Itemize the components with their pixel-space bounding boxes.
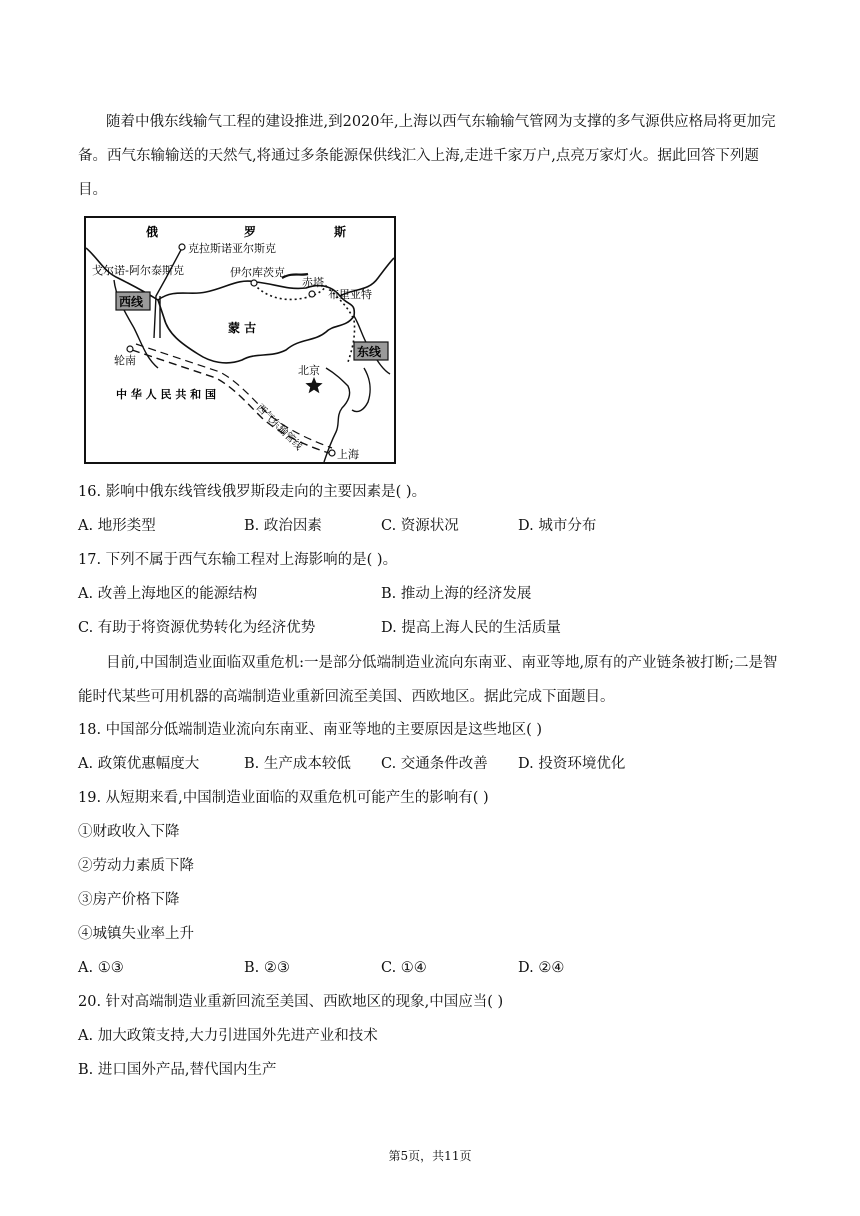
- krasnoyarsk-marker: [179, 244, 185, 250]
- q19-stem: 19. 从短期来看,中国制造业面临的双重危机可能产生的影响有( ): [78, 790, 489, 806]
- q20-stem: 20. 针对高端制造业重新回流至美国、西欧地区的现象,中国应当( ): [78, 994, 504, 1010]
- label-west-line: 西线: [119, 295, 144, 309]
- q19-item-2: ②劳动力素质下降: [78, 858, 194, 874]
- chita-marker: [309, 291, 315, 297]
- q19-item-4: ④城镇失业率上升: [78, 926, 194, 942]
- label-buryat: 布里亚特: [328, 288, 372, 301]
- label-mongolia: 蒙 古: [228, 321, 257, 335]
- q19-item-1: ①财政收入下降: [78, 824, 180, 840]
- q17-option-b[interactable]: B. 推动上海的经济发展: [381, 586, 532, 602]
- q16-option-c[interactable]: C. 资源状况: [381, 518, 459, 534]
- irkutsk-marker: [251, 280, 257, 286]
- intro-passage-1: 随着中俄东线输气工程的建设推进,到2020年,上海以西气东输输气管网为支撑的多气源供应格局将更加完备。西气东输输送的天然气,将通过多条能源保供线汇入上海,走进千家万户,点亮万家灯火。据此回答下列题目。: [78, 114, 776, 198]
- label-pipeline: 西气东输管线: [253, 402, 305, 453]
- q20-option-a[interactable]: A. 加大政策支持,大力引进国外先进产业和技术: [78, 1028, 378, 1044]
- label-luntai: 轮南: [114, 354, 136, 367]
- label-beijing: 北京: [298, 364, 320, 377]
- label-russia-2: 罗: [244, 225, 257, 239]
- korea: [352, 368, 370, 412]
- q20-option-b[interactable]: B. 进口国外产品,替代国内生产: [78, 1062, 277, 1078]
- label-russia-1: 俄: [146, 225, 159, 239]
- label-east-line: 东线: [357, 345, 382, 359]
- q18-option-c[interactable]: C. 交通条件改善: [381, 756, 488, 772]
- q19-option-b[interactable]: B. ②③: [244, 960, 290, 976]
- q16-option-a[interactable]: A. 地形类型: [78, 518, 156, 534]
- q18-option-b[interactable]: B. 生产成本较低: [244, 756, 351, 772]
- q18-option-d[interactable]: D. 投资环境优化: [518, 756, 626, 772]
- q16-stem: 16. 影响中俄东线管线俄罗斯段走向的主要因素是( )。: [78, 484, 427, 500]
- map-drawing: [86, 218, 394, 462]
- page-footer: 第5页，共11页: [388, 1149, 472, 1163]
- q17-option-a[interactable]: A. 改善上海地区的能源结构: [78, 586, 258, 602]
- q18-stem: 18. 中国部分低端制造业流向东南亚、南亚等地的主要原因是这些地区( ): [78, 722, 543, 738]
- q19-option-d[interactable]: D. ②④: [518, 960, 565, 976]
- label-gorno: 戈尔诺-阿尔泰斯克: [92, 264, 184, 277]
- label-irkutsk: 伊尔库茨克: [230, 266, 285, 279]
- label-russia-3: 斯: [334, 225, 347, 239]
- pipeline-map: [84, 216, 396, 464]
- label-china: 中 华 人 民 共 和 国: [116, 388, 216, 401]
- q19-option-a[interactable]: A. ①③: [78, 960, 124, 976]
- intro-passage-2: 目前,中国制造业面临双重危机:一是部分低端制造业流向东南亚、南亚等地,原有的产业链条被打断;二是智能时代某些可用机器的高端制造业重新回流至美国、西欧地区。据此完成下面题目。: [78, 655, 778, 705]
- beijing-star-icon: [305, 377, 322, 393]
- q17-stem: 17. 下列不属于西气东输工程对上海影响的是( )。: [78, 552, 398, 568]
- q17-option-c[interactable]: C. 有助于将资源优势转化为经济优势: [78, 620, 316, 636]
- luntai-marker: [127, 346, 133, 352]
- q18-option-a[interactable]: A. 政策优惠幅度大: [78, 756, 200, 772]
- q16-option-b[interactable]: B. 政治因素: [244, 518, 322, 534]
- label-chita: 赤塔: [302, 276, 324, 289]
- q19-item-3: ③房产价格下降: [78, 892, 180, 908]
- label-shanghai: 上海: [337, 448, 359, 461]
- label-krasnoyarsk: 克拉斯诺亚尔斯克: [188, 242, 276, 255]
- q16-option-d[interactable]: D. 城市分布: [518, 518, 597, 534]
- shanghai-marker: [329, 450, 335, 456]
- q17-option-d[interactable]: D. 提高上海人民的生活质量: [381, 620, 561, 636]
- q19-option-c[interactable]: C. ①④: [381, 960, 427, 976]
